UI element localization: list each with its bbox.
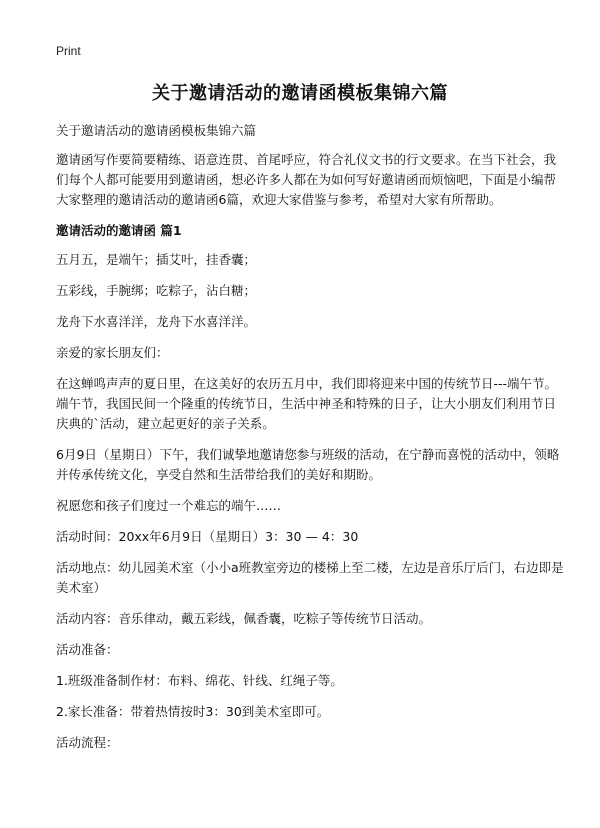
document-body bbox=[56, 121, 564, 764]
document-title: 关于邀请活动的邀请函模板集锦六篇 bbox=[152, 83, 448, 104]
body-paragraph: 在这蝉鸣声声的夏日里，在这美好的农历五月中，我们即将迎来中国的传统节日---端午节。端午节，我国民间一个隆重的传统节日，生活中神圣和特殊的日子，让大小朋友们利用节日庆典的`活动，建立起更好的亲子关系。 bbox=[56, 376, 558, 431]
body-paragraph: 活动内容：音乐律动，戴五彩线，佩香囊，吃粽子等传统节日活动。 bbox=[56, 611, 432, 626]
body-paragraph: 五彩线，手腕绑；吃粽子，沾白糖； bbox=[56, 283, 257, 298]
intro-paragraph: 邀请函写作要简要精练、语意连贯、首尾呼应，符合礼仪文书的行文要求。在当下社会，我们每个人都可能要用到邀请函，想必许多人都在为如何写好邀请函而烦恼吧，下面是小编帮大家整理的邀请活动的邀请函6篇，欢迎大家借鉴与参考，希望对大家有所帮助。 bbox=[56, 152, 557, 207]
body-paragraph: 活动时间：20xx年6月9日（星期日）3：30 — 4：30 bbox=[56, 529, 359, 544]
body-paragraph: 五月五，是端午；插艾叶，挂香囊； bbox=[56, 252, 257, 267]
body-paragraph: 1.班级准备制作材：布料、绵花、针线、红绳子等。 bbox=[56, 673, 343, 688]
body-paragraph: 龙舟下水喜洋洋，龙舟下水喜洋洋。 bbox=[56, 314, 257, 329]
print-label: Print bbox=[56, 44, 81, 58]
body-paragraph: 活动准备： bbox=[56, 642, 119, 657]
body-paragraph: 2.家长准备：带着热情按时3：30到美术室即可。 bbox=[56, 704, 330, 719]
body-paragraph: 活动地点：幼儿园美术室（小小a班教室旁边的楼梯上至二楼，左边是音乐厅后门，右边即是美术室） bbox=[56, 560, 564, 595]
body-paragraph: 6月9日（星期日）下午，我们诚挚地邀请您参与班级的活动，在宁静而喜悦的活动中，领略并传承传统文化，享受自然和生活带给我们的美好和期盼。 bbox=[56, 447, 560, 482]
document-subtitle: 关于邀请活动的邀请函模板集锦六篇 bbox=[56, 123, 257, 138]
body-paragraph: 亲爱的家长朋友们： bbox=[56, 345, 169, 360]
body-paragraph: 祝愿您和孩子们度过一个难忘的端午…… bbox=[56, 498, 282, 513]
body-paragraph: 活动流程： bbox=[56, 735, 119, 750]
section-heading: 邀请活动的邀请函 篇1 bbox=[56, 223, 182, 238]
